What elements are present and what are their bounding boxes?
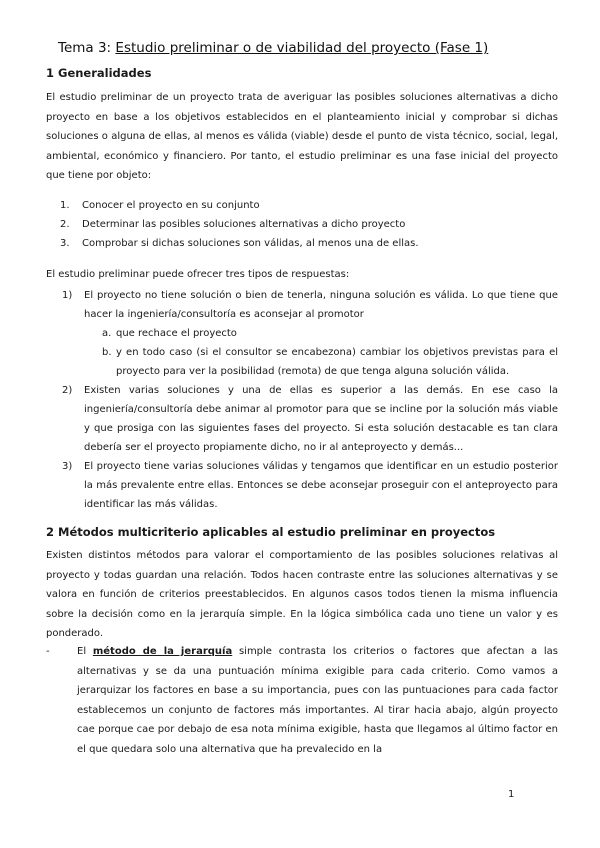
answer-text: Existen varias soluciones y una de ellas es superior a las demás. En ese caso la ingeniería/consultoría debe animar al promotor para que se incline por la solución más viable y que prosiga con las siguientes fases del proyecto. Si esta solución destacable es tan clara debería ser el proyecto propiamente dicho, no ir al anteproyecto y demás... — [84, 385, 558, 453]
method-term: método de la jerarquía — [92, 646, 233, 657]
answer-text: El proyecto no tiene solución o bien de tenerla, ninguna solución es válida. Lo que tiene que hacer la ingeniería/consultoría es aconsejar al promotor — [84, 290, 558, 320]
list-item: 1. Conocer el proyecto en su conjunto — [60, 200, 260, 211]
section1-paragraph2: El estudio preliminar puede ofrecer tres tipos de respuestas: — [46, 269, 350, 280]
answer-text: El proyecto tiene varias soluciones válidas y tengamos que identificar en un estudio posterior la más prevalente entre ellas. Entonces se debe aconsejar proseguir con el anteproyecto para identificar las más válidas. — [84, 461, 558, 510]
list-item: 1) El proyecto no tiene solución o bien de tenerla, ninguna solución es válida. Lo que tiene que hacer la ingeniería/consultoría es aconsejar al promotor a. que rechace el proyecto b. y en todo caso (si el consultor se encabezona) cambiar los objetivos previstas para el proyecto para ver la posibilidad (remota) de que tenga alguna solución válida. — [62, 286, 558, 381]
title-prefix: Tema 3: — [58, 40, 112, 56]
section1-paragraph1: El estudio preliminar de un proyecto trata de averiguar las posibles soluciones alternativas a dicho proyecto en base a los objetivos establecidos en el planteamiento inicial y comprobar si dichas soluciones o alguna de ellas, al menos es válida (viable) desde el punto de vista técnico, social, legal, ambiental, económico y financiero. Por tanto, el estudio preliminar es una fase inicial del proyecto que tiene por objeto: — [46, 92, 558, 182]
title-text: Estudio preliminar o de viabilidad del proyecto (Fase 1) — [115, 40, 489, 56]
list-item: 3. Comprobar si dichas soluciones son válidas, al menos una de ellas. — [60, 238, 419, 249]
sub-list-item: b. y en todo caso (si el consultor se encabezona) cambiar los objetivos previstas para el proyecto para ver la posibilidad (remota) de que tenga alguna solución válida. — [102, 347, 558, 377]
list-item: 2) Existen varias soluciones y una de ellas es superior a las demás. En ese caso la ingeniería/consultoría debe animar al promotor para que se incline por la solución más viable y que prosiga con las siguientes fases del proyecto. Si esta solución destacable es tan clara debería ser el proyecto propiamente dicho, no ir al anteproyecto y demás... — [62, 381, 558, 457]
sub-list-item: a. que rechace el proyecto — [102, 328, 237, 339]
bullet-item: - El método de la jerarquía simple contrasta los criterios o factores que afectan a las alternativas y se da una puntuación mínima exigible para cada criterio. Como vamos a jerarquizar los factores en base a su importancia, pues con las puntuaciones para cada factor establecemos un conjunto de factores más importantes. Al tirar hacia abajo, algún proyecto cae porque cae por debajo de esa nota mínima exigible, hasta que llegamos al último factor en el que quedara solo una alternativa que ha prevalecido en la — [46, 646, 558, 755]
list-item: 3) El proyecto tiene varias soluciones válidas y tengamos que identificar en un estudio posterior la más prevalente entre ellas. Entonces se debe aconsejar proseguir con el anteproyecto para identificar las más válidas. — [62, 457, 558, 514]
section1-heading: 1 Generalidades — [46, 66, 152, 80]
document-title — [58, 40, 488, 56]
section2-paragraph: Existen distintos métodos para valorar el comportamiento de las posibles soluciones relativas al proyecto y todas guardan una relación. Todos hacen contraste entre las soluciones alternativas y se valora en función de criterios preestablecidos. En algunos casos todos tienen la misma influencia sobre la decisión como en la jerarquía simple. En la lógica simbólica cada uno tiene un valor y es ponderado. — [46, 550, 558, 640]
page-number: 1 — [508, 789, 515, 800]
section2-heading: 2 Métodos multicriterio aplicables al estudio preliminar en proyectos — [46, 525, 496, 539]
list-item: 2. Determinar las posibles soluciones alternativas a dicho proyecto — [60, 219, 406, 230]
answers-list — [62, 286, 558, 514]
objectives-list — [60, 196, 560, 253]
